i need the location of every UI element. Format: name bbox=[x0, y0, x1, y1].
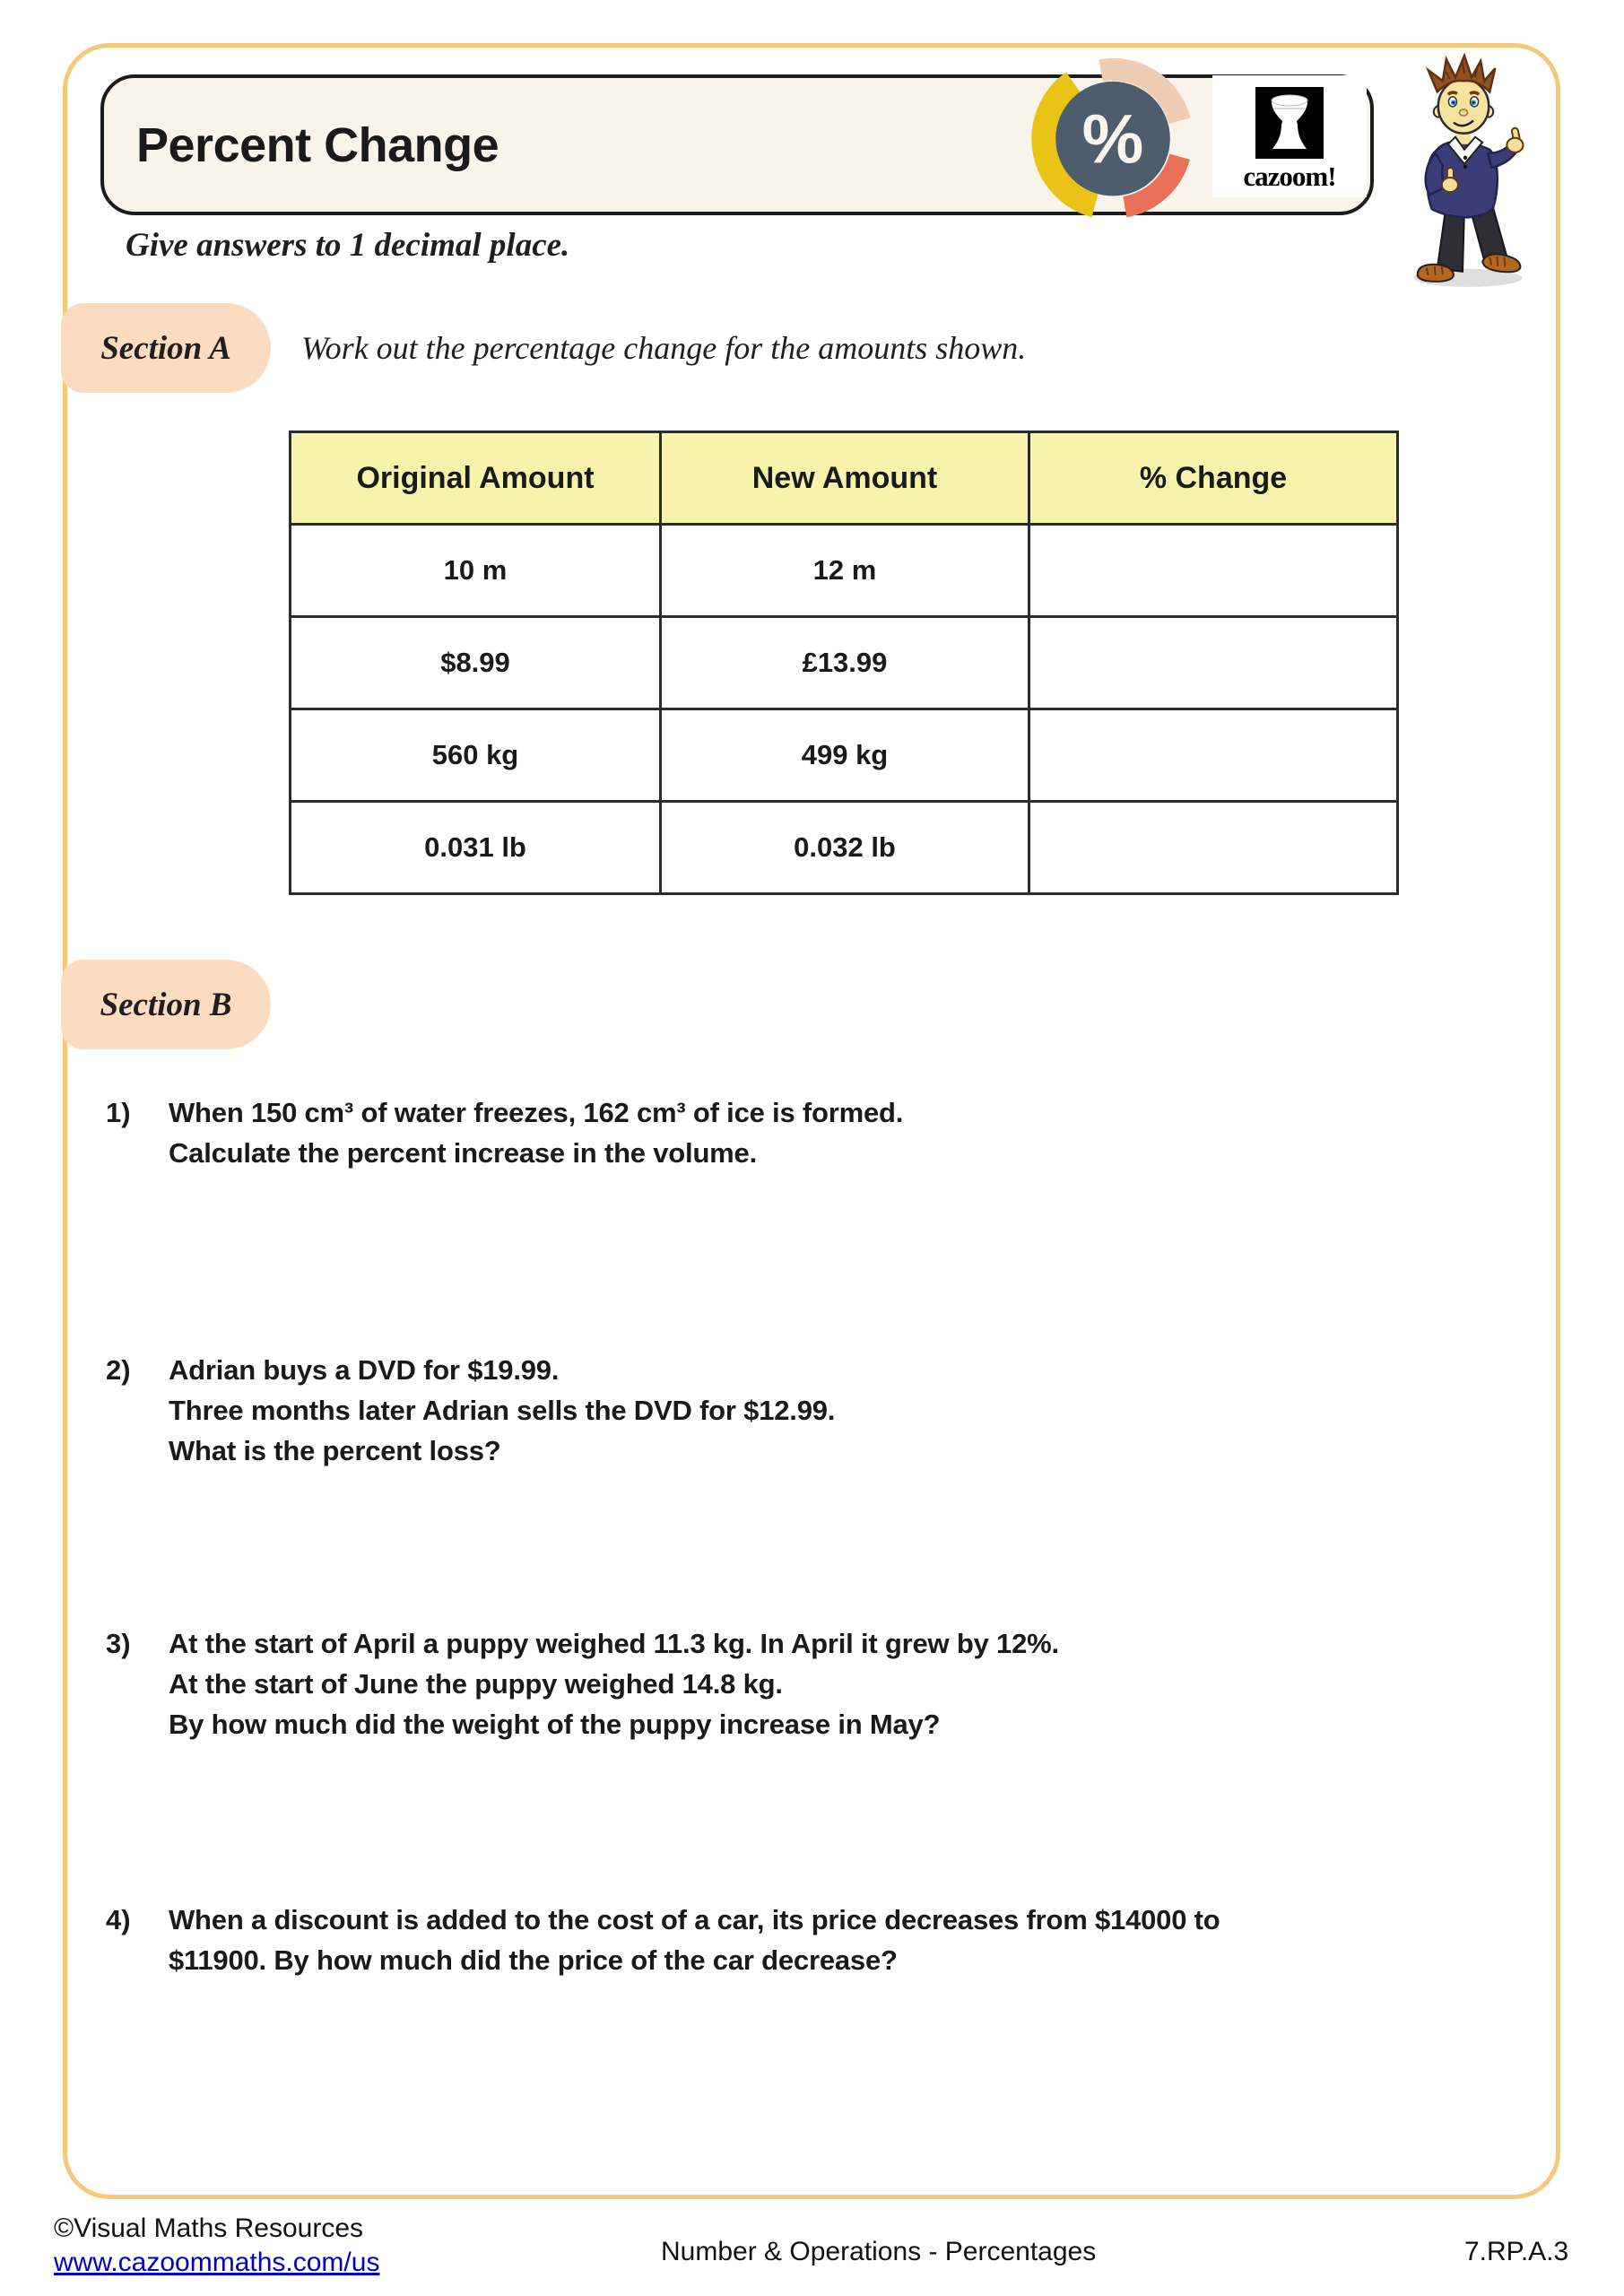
question-line: When a discount is added to the cost of a car, its price decreases from $14000 to bbox=[169, 1904, 1220, 1935]
question-line: By how much did the weight of the puppy increase in May? bbox=[169, 1709, 941, 1740]
new-amount-cell: 499 kg bbox=[661, 709, 1029, 802]
table-row bbox=[291, 709, 1398, 802]
footer-website-link[interactable]: www.cazoommaths.com/us bbox=[54, 2248, 380, 2277]
original-amount-cell: 0.031 lb bbox=[291, 802, 661, 894]
question-line: Three months later Adrian sells the DVD for $12.99. bbox=[169, 1395, 836, 1426]
section-b-badge bbox=[61, 960, 271, 1049]
answer-format-instruction: Give answers to 1 decimal place. bbox=[126, 227, 570, 264]
mascot-shoe-right bbox=[1482, 254, 1520, 272]
original-amount-cell: 10 m bbox=[291, 525, 661, 617]
mascot-boy-illustration bbox=[1395, 52, 1532, 296]
answer-cell bbox=[1029, 709, 1398, 802]
table-row bbox=[291, 525, 1398, 617]
section-a-badge bbox=[61, 303, 271, 393]
question-line: At the start of June the puppy weighed 14.8 kg. bbox=[169, 1668, 783, 1700]
col-header-percent-change: % Change bbox=[1029, 432, 1398, 525]
percent-symbol: % bbox=[1081, 100, 1144, 178]
question-number: 3) bbox=[106, 1628, 131, 1659]
page-title: Percent Change bbox=[136, 117, 499, 172]
question-line: Adrian buys a DVD for $19.99. bbox=[169, 1354, 560, 1386]
answer-cell bbox=[1029, 617, 1398, 709]
question-number: 2) bbox=[106, 1354, 131, 1386]
percent-badge-icon bbox=[1033, 57, 1193, 217]
question-3 bbox=[106, 1623, 1059, 1744]
col-header-new-amount: New Amount bbox=[661, 432, 1029, 525]
question-line: What is the percent loss? bbox=[169, 1435, 501, 1466]
question-number: 1) bbox=[106, 1097, 131, 1128]
section-a-instruction: Work out the percentage change for the amounts shown. bbox=[301, 330, 1027, 366]
table-row bbox=[291, 802, 1398, 894]
question-number: 4) bbox=[106, 1904, 131, 1935]
table-row bbox=[291, 617, 1398, 709]
question-line: $11900. By how much did the price of the car decrease? bbox=[169, 1944, 898, 1976]
mascot-hand-right bbox=[1507, 138, 1523, 152]
original-amount-cell: 560 kg bbox=[291, 709, 661, 802]
footer-copyright: ©Visual Maths Resources bbox=[54, 2213, 364, 2243]
new-amount-cell: 0.032 lb bbox=[661, 802, 1029, 894]
footer-standard-code: 7.RP.A.3 bbox=[1464, 2237, 1569, 2266]
section-a-label: Section A bbox=[100, 329, 231, 367]
question-2 bbox=[106, 1350, 835, 1471]
col-header-original-amount: Original Amount bbox=[291, 432, 661, 525]
brand-name: cazoom! bbox=[1243, 161, 1336, 192]
footer-topic: Number & Operations - Percentages bbox=[661, 2237, 1097, 2266]
answer-cell bbox=[1029, 525, 1398, 617]
new-amount-cell: 12 m bbox=[661, 525, 1029, 617]
mascot-hand-left bbox=[1442, 178, 1458, 192]
drum-icon bbox=[1255, 87, 1324, 159]
question-line: At the start of April a puppy weighed 11.3 kg. In April it grew by 12%. bbox=[169, 1628, 1059, 1659]
answer-cell bbox=[1029, 802, 1398, 894]
original-amount-cell: $8.99 bbox=[291, 617, 661, 709]
cazoom-logo bbox=[1212, 75, 1367, 197]
new-amount-cell: £13.99 bbox=[661, 617, 1029, 709]
percent-change-table bbox=[289, 430, 1399, 895]
section-b-label: Section B bbox=[100, 986, 232, 1023]
table-header-row bbox=[291, 432, 1398, 525]
question-1 bbox=[106, 1092, 903, 1173]
question-4 bbox=[106, 1900, 1220, 1980]
question-line: Calculate the percent increase in the volume. bbox=[169, 1137, 758, 1169]
question-line: When 150 cm³ of water freezes, 162 cm³ of ice is formed. bbox=[169, 1097, 904, 1128]
